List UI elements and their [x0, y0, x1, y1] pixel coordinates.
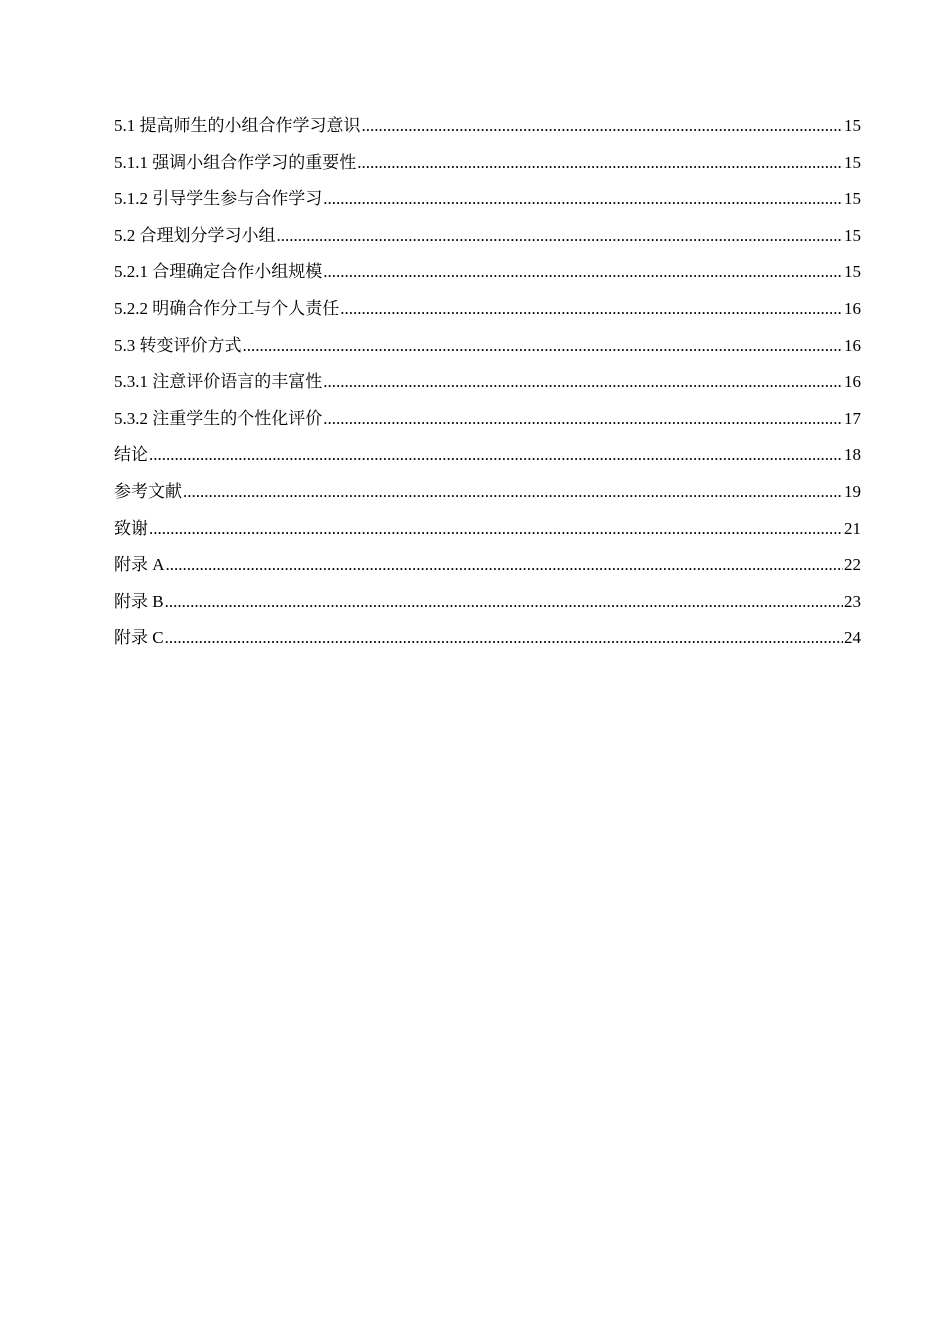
toc-entry-title: 参考文献 [114, 481, 182, 501]
toc-entry[interactable] [114, 218, 861, 255]
toc-dot-leader [243, 328, 844, 365]
toc-dot-leader [323, 254, 843, 291]
toc-entry-title: 5.1.2 引导学生参与合作学习 [114, 189, 323, 209]
toc-entry-page: 16 [844, 372, 861, 392]
toc-entry-title: 5.2 合理划分学习小组 [114, 225, 276, 245]
toc-dot-leader [166, 547, 843, 584]
toc-entry-title: 5.3 转变评价方式 [114, 335, 242, 355]
toc-entry[interactable] [114, 584, 861, 621]
toc-entry-page: 18 [844, 445, 861, 465]
toc-entry-page: 15 [844, 152, 861, 172]
toc-dot-leader [165, 620, 843, 657]
toc-entry-page: 23 [844, 591, 861, 611]
toc-entry-page: 15 [844, 116, 861, 135]
toc-entry-title: 附录 B [114, 591, 164, 611]
toc-entry-page: 17 [844, 408, 861, 428]
toc-entry[interactable] [114, 254, 861, 291]
toc-entry-title: 结论 [114, 445, 148, 465]
toc-entry-page: 15 [844, 262, 861, 282]
toc-entry-page: 22 [844, 555, 861, 575]
toc-entry-title: 5.3.1 注意评价语言的丰富性 [114, 372, 323, 392]
toc-dot-leader [183, 474, 843, 511]
toc-dot-leader [357, 145, 843, 182]
toc-entry-title: 5.1.1 强调小组合作学习的重要性 [114, 152, 357, 172]
toc-entry[interactable] [114, 145, 861, 182]
toc-entry-page: 16 [844, 335, 861, 355]
toc-entry[interactable] [114, 181, 861, 218]
toc-dot-leader [149, 437, 843, 474]
toc-dot-leader [340, 291, 843, 328]
toc-entry-page: 15 [844, 189, 861, 209]
toc-entry[interactable] [114, 511, 861, 548]
toc-entry-title: 5.3.2 注重学生的个性化评价 [114, 408, 323, 428]
toc-dot-leader [323, 401, 843, 438]
toc-entry-page: 16 [844, 298, 861, 318]
toc-entry[interactable] [114, 328, 861, 365]
toc-entry-title: 附录 C [114, 628, 164, 648]
toc-entry-title: 5.2.2 明确合作分工与个人责任 [114, 298, 340, 318]
toc-dot-leader [165, 584, 843, 621]
toc-dot-leader [323, 364, 843, 401]
toc-dot-leader [362, 108, 844, 145]
toc-entry-page: 24 [844, 628, 861, 648]
toc-entry[interactable] [114, 108, 861, 145]
toc-entry[interactable] [114, 401, 861, 438]
toc-entry[interactable] [114, 474, 861, 511]
toc-entry[interactable] [114, 364, 861, 401]
toc-entry-title: 附录 A [114, 555, 165, 575]
toc-dot-leader [323, 181, 843, 218]
toc-entry[interactable] [114, 620, 861, 657]
toc-entry-title: 5.2.1 合理确定合作小组规模 [114, 262, 323, 282]
toc-entry[interactable] [114, 547, 861, 584]
toc-entry-title: 致谢 [114, 518, 148, 538]
toc-entry[interactable] [114, 437, 861, 474]
toc-entry-page: 15 [844, 225, 861, 245]
toc-dot-leader [149, 511, 843, 548]
toc-entry-page: 19 [844, 481, 861, 501]
toc-entry[interactable] [114, 291, 861, 328]
toc-entry-page: 21 [844, 518, 861, 538]
toc-entry-title: 5.1 提高师生的小组合作学习意识 [114, 116, 361, 135]
table-of-contents [114, 108, 861, 657]
toc-dot-leader [277, 218, 844, 255]
